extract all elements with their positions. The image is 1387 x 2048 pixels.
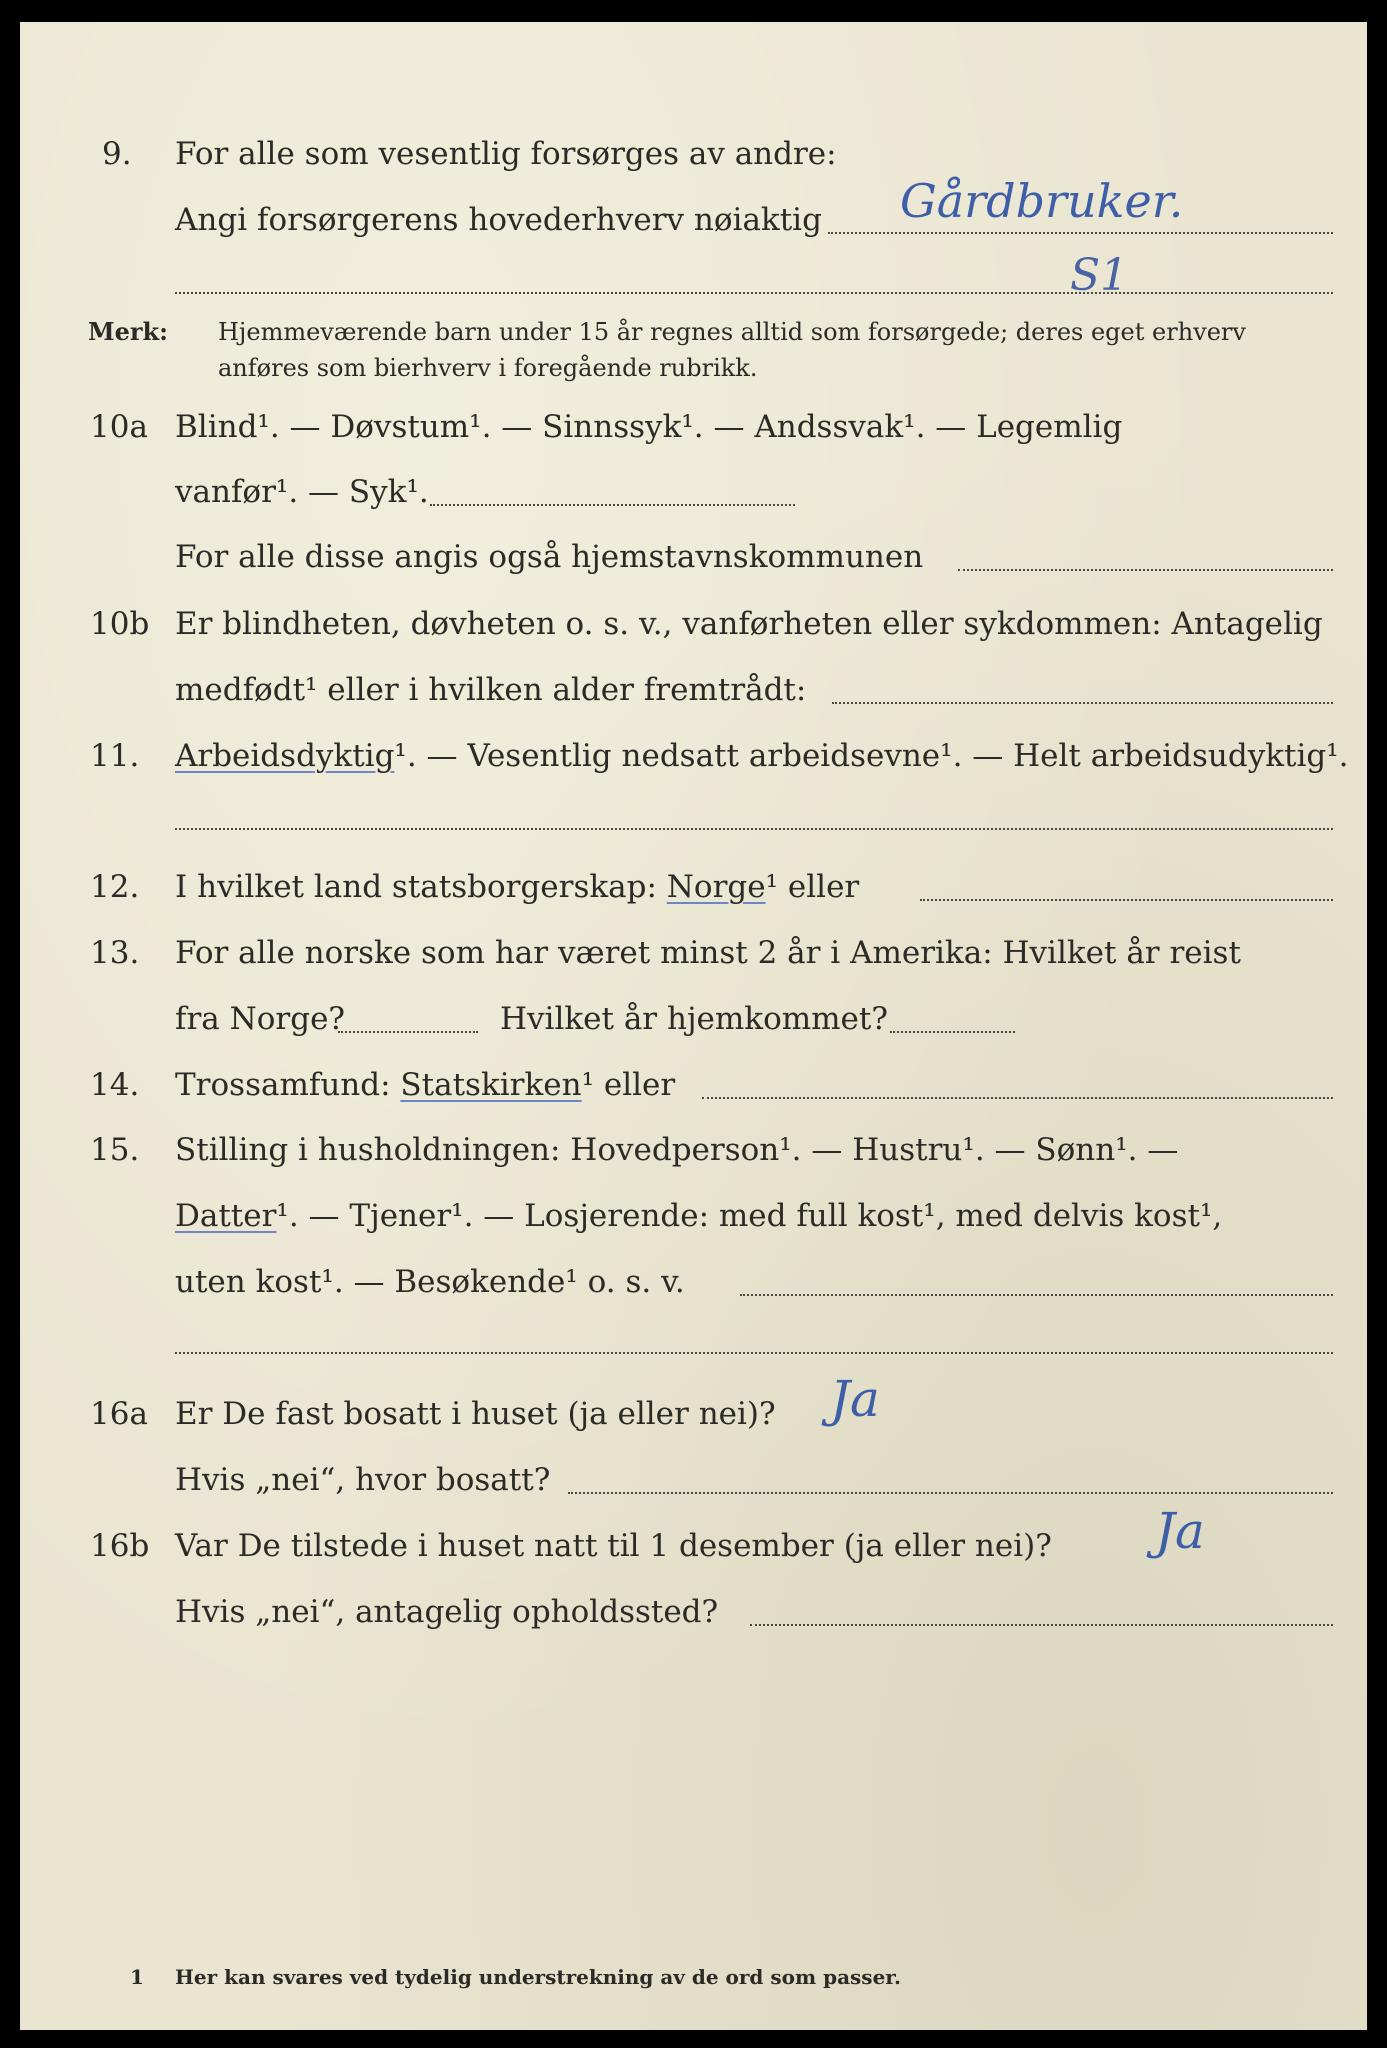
q14-option-statskirken[interactable]: Statskirken: [400, 1067, 582, 1103]
q12-line: [175, 867, 859, 907]
q13-line1: For alle norske som har været minst 2 år i Amerika: Hvilket år reist: [175, 935, 1241, 971]
q16a-answer-handwritten: Ja: [830, 1370, 880, 1428]
q11-line: [175, 736, 1349, 776]
q16b-line1: Var De tilstede i huset natt til 1 desember (ja eller nei)?: [175, 1528, 1052, 1564]
q11-option-arbeidsdyktig[interactable]: Arbeidsdyktig: [175, 738, 395, 774]
q15-line2-rest: ¹. — Tjener¹. — Losjerende: med full kost¹, med delvis kost¹,: [276, 1198, 1223, 1234]
q14-prefix: Trossamfund:: [175, 1067, 391, 1103]
q10a-field1: [430, 504, 795, 506]
q12-prefix: I hvilket land statsborgerskap:: [175, 869, 657, 905]
q10b-line1: Er blindheten, døvheten o. s. v., vanførheten eller sykdommen: Antagelig: [175, 606, 1323, 642]
q16a-number: 16a: [90, 1396, 148, 1432]
q10b-field: [832, 702, 1333, 704]
q15-extra-line: [175, 1352, 1333, 1354]
q10a-line2: vanfør¹. — Syk¹.: [175, 474, 429, 510]
q16a-field: [568, 1492, 1333, 1494]
census-form-page: [20, 22, 1367, 2030]
q12-suffix: ¹ eller: [765, 869, 860, 905]
q11-extra-line: [175, 828, 1333, 830]
q15-line1: Stilling i husholdningen: Hovedperson¹. — Hustru¹. — Sønn¹. —: [175, 1132, 1179, 1168]
q9-extra-line: [175, 292, 1333, 294]
q16b-line2: Hvis „nei“, antagelig opholdssted?: [175, 1594, 719, 1630]
merk-line2: anføres som bierhverv i foregående rubrikk.: [218, 354, 758, 382]
q10a-field2: [958, 569, 1333, 571]
q9-number: 9.: [102, 136, 132, 172]
q16a-line1: Er De fast bosatt i huset (ja eller nei)?: [175, 1396, 776, 1432]
q14-number: 14.: [90, 1067, 140, 1103]
q16b-answer-handwritten: Ja: [1155, 1502, 1205, 1560]
footnote-text: Her kan svares ved tydelig understrekning av de ord som passer.: [175, 1965, 901, 1989]
q9-line2: Angi forsørgerens hovederhverv nøiaktig: [175, 202, 822, 238]
q15-field: [740, 1294, 1333, 1296]
q13-line2b: Hvilket år hjemkommet?: [500, 1001, 888, 1037]
q16b-number: 16b: [90, 1528, 150, 1564]
merk-label: Merk:: [88, 317, 168, 346]
q15-line3: uten kost¹. — Besøkende¹ o. s. v.: [175, 1264, 685, 1300]
q11-number: 11.: [90, 738, 140, 774]
q14-field: [702, 1097, 1333, 1099]
q10a-line3: For alle disse angis også hjemstavnskommunen: [175, 539, 924, 575]
q12-number: 12.: [90, 869, 140, 905]
q10b-number: 10b: [90, 606, 150, 642]
q13-line2a: fra Norge?: [175, 1001, 346, 1037]
q11-rest: ¹. — Vesentlig nedsatt arbeidsevne¹. — Helt arbeidsudyktig¹.: [394, 738, 1349, 774]
q15-number: 15.: [90, 1132, 140, 1168]
q15-option-datter[interactable]: Datter: [175, 1198, 277, 1234]
q12-option-norge[interactable]: Norge: [666, 869, 766, 905]
q13-number: 13.: [90, 935, 140, 971]
merk-line1: Hjemmeværende barn under 15 år regnes alltid som forsørgede; deres eget erhverv: [218, 318, 1246, 346]
q14-suffix: ¹ eller: [581, 1067, 676, 1103]
q10a-line1: Blind¹. — Døvstum¹. — Sinnssyk¹. — Andssvak¹. — Legemlig: [175, 409, 1123, 445]
q9-answer-field: [828, 232, 1333, 234]
q10b-line2: medfødt¹ eller i hvilken alder fremtrådt:: [175, 672, 807, 708]
q15-line2: [175, 1196, 1222, 1236]
q13-field-hjemkommet: [890, 1031, 1015, 1033]
q9-line1: For alle som vesentlig forsørges av andre:: [175, 136, 837, 172]
q12-field: [920, 899, 1333, 901]
q16a-line2: Hvis „nei“, hvor bosatt?: [175, 1462, 551, 1498]
footnote-mark: 1: [130, 1965, 144, 1989]
q9-answer-handwritten: Gårdbruker.: [900, 174, 1184, 228]
q13-field-reist: [338, 1031, 478, 1033]
q16b-field: [750, 1624, 1333, 1626]
q9-mark-handwritten: S1: [1070, 250, 1129, 301]
q14-line: [175, 1065, 675, 1105]
q10a-number: 10a: [90, 409, 148, 445]
